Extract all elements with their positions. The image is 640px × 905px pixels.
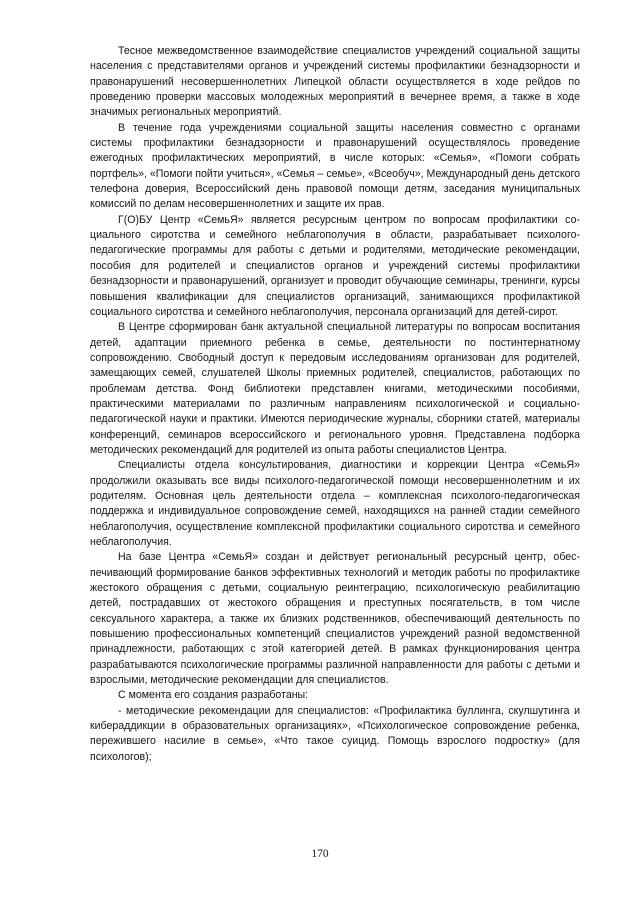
- paragraph-methodical-recommendations: - методические рекомендации для специалистов: «Профилактика буллинга, скулшутинга и кибераддикции в образовательных организациях», «Психологическое сопровождение ребенка, пережившего насилие в семье», «Что такое суицид. Помощь взрослого подростку» (для психологов);: [90, 704, 580, 763]
- paragraph-interagency-cooperation: Тесное межведомственное взаимодействие специалистов учреждений социальной защиты населения с представителями органов и учреждений системы профилактики безнадзорности и правонарушений несовершеннолетних Липецкой области осуществляется в ходе рейдов по проведению проверки массовых молодежных мероприятий в вечернее время, а также в ходе значимых региональных мероприятий.: [90, 45, 580, 119]
- paragraph-annual-events: В течение года учреждениями социальной защиты населения совместно с органами системы профилактики безнадзорности и правонарушений осуществлялось проведение ежегодных профилактических мероприятий, в числе которых: «Семья», «Помоги собрать портфель», «Помоги пойти учиться», «Семья – семье», «Всеобуч», Международный день детского телефона доверия, Всероссийский день правовой помощи детям, заседания муниципальных комиссий по делам несовершеннолетних и защите их прав.: [90, 121, 580, 211]
- paragraph-developed-intro: С момента его создания разработаны:: [118, 689, 309, 702]
- paragraph-resource-center: Г(О)БУ Центр «СемьЯ» является ресурсным центром по вопросам профилактики социального сиротства и семейного неблагополучия в области, разрабатывает психолого-педагогические программы для работы с детьми и родителями, методические рекомендации, пособия для родителей и специалистов органов и учреждений системы профилактики безнадзорности и правонарушений, организует и проводит обучающие семинары, тренинги, курсы повышения квалификации для специалистов организаций, занимающихся профилактикой социального сиротства и семейного неблагополучия, персонала организаций для детей-сирот.: [90, 213, 580, 318]
- paragraph-counseling-department: Специалисты отдела консультирования, диагностики и коррекции Центра «СемьЯ» продолжили оказывать все виды психолого-педагогической помощи несовершеннолетним и их родителям. Основная цель деятельности отдела – комплексная психолого-педагогическая поддержка и индивидуальное сопровождение семей, находящихся на ранней стадии семейного неблагополучия, осуществление комплексной профилактики социального сиротства и семейного неблагополучия.: [90, 459, 580, 548]
- document-body: [90, 44, 580, 765]
- paragraph-literature-bank: В Центре сформирован банк актуальной специальной литературы по вопросам воспитания детей, адаптации приемного ребенка в семье, деятельности по постинтернатному сопровождению. Свободный доступ к передовым исследованиям организован для родителей, замещающих семей, слушателей Школы приемных родителей, специалистов, работающих по проблемам детства. Фонд библиотеки представлен книгами, методическими пособиями, практическими материалами по различным направлениям психологической и социально-педагогической науки и практики. Имеются периодические журналы, сборники статей, материалы конференций, семинаров всероссийского и регионального уровня. Представлена подборка методических рекомендаций для родителей из опыта работы специалистов Центра.: [90, 321, 580, 456]
- paragraph-regional-resource-center: На базе Центра «СемьЯ» создан и действует региональный ресурсный центр, обеспечивающий формирование банков эффективных технологий и методик работы по профилактике жестокого обращения с детьми, социальную реинтеграцию, психологическую реабилитацию детей, пострадавших от жестокого обращения и преступных посягательств, в том числе сексуального характера, а также их близких родственников, обеспечивающий деятельность по повышению профессиональных компетенций специалистов учреждений разной ведомственной принадлежности, работающих с этой категорией детей. В рамках функционирования центра разрабатываются психологические программы различной направленности для работы с детьми и взрослыми, методические рекомендации для специалистов.: [90, 551, 580, 687]
- page-number: 170: [311, 848, 329, 860]
